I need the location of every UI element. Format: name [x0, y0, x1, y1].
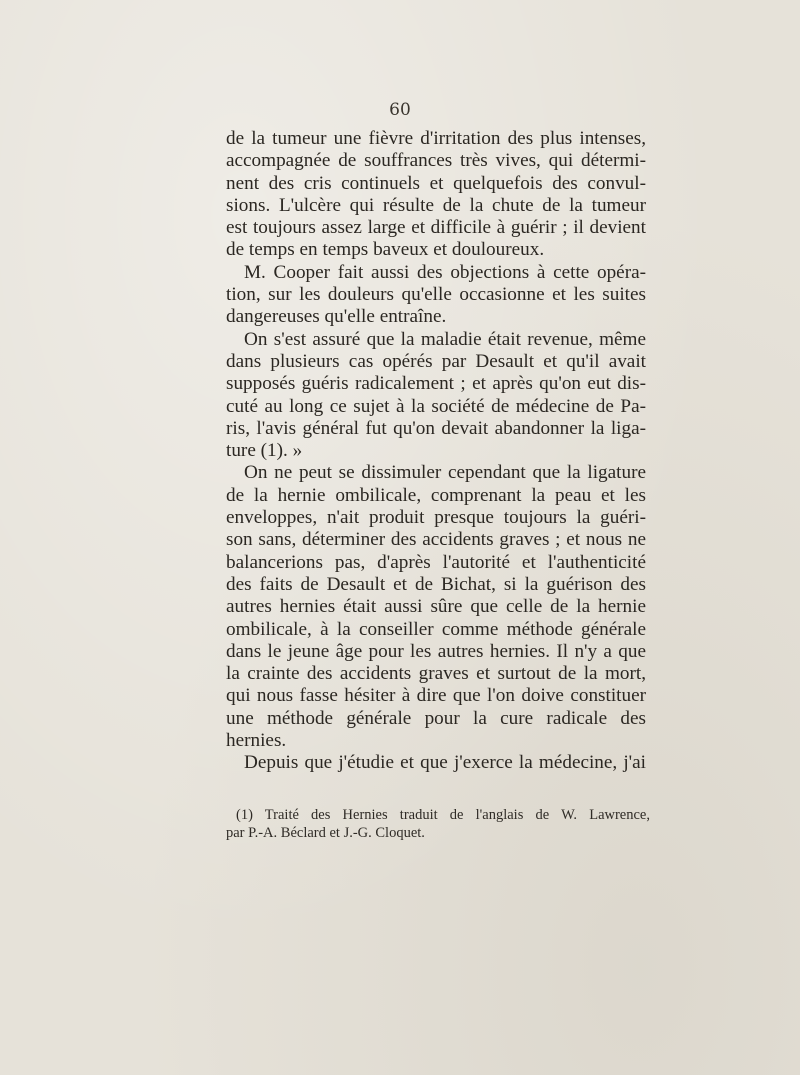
page-number: 60: [389, 100, 411, 120]
text-line: une méthode générale pour la cure radicale des: [226, 707, 646, 729]
text-line: autres hernies était aussi sûre que celle de la hernie: [226, 596, 646, 618]
text-line: balancerions pas, d'après l'autorité et l'authenticité: [226, 551, 646, 573]
text-line: nent des cris continuels et quelquefois des convul-: [226, 172, 646, 194]
text-line: ombilicale, à la conseiller comme méthode générale: [226, 618, 646, 640]
text-line: est toujours assez large et difficile à guérir ; il devient: [226, 217, 646, 239]
text-line: tion, sur les douleurs qu'elle occasionne et les suites: [226, 284, 646, 306]
text-line: de temps en temps baveux et douloureux.: [226, 239, 545, 261]
text-line: son sans, déterminer des accidents graves ; et nous ne: [226, 529, 646, 551]
text-line: supposés guéris radicalement ; et après qu'on eut dis-: [226, 373, 646, 395]
text-line: sions. L'ulcère qui résulte de la chute de la tumeur: [226, 194, 646, 216]
footnote-line: par P.-A. Béclard et J.-G. Cloquet.: [226, 825, 425, 841]
text-line: de la tumeur une fièvre d'irritation des plus intenses,: [226, 128, 646, 149]
text-line: Depuis que j'étudie et que j'exerce la médecine, j'ai: [244, 752, 646, 774]
text-line: des faits de Desault et de Bichat, si la guérison des: [226, 573, 646, 595]
text-line: ture (1). »: [226, 440, 303, 462]
text-line: qui nous fasse hésiter à dire que l'on doive constituer: [226, 685, 646, 707]
footnote-line: (1) Traité des Hernies traduit de l'anglais de W. Lawrence,: [236, 807, 650, 823]
text-line: cuté au long ce sujet à la société de médecine de Pa-: [226, 395, 646, 417]
text-line: dangereuses qu'elle entraîne.: [226, 306, 447, 328]
text-line: On s'est assuré que la maladie était revenue, même: [244, 328, 646, 350]
text-line: de la hernie ombilicale, comprenant la peau et les: [226, 484, 646, 506]
body-text: [226, 128, 646, 775]
text-line: ris, l'avis général fut qu'on devait abandonner la liga-: [226, 417, 646, 439]
text-line: enveloppes, n'ait produit presque toujours la guéri-: [226, 507, 646, 529]
text-line: la crainte des accidents graves et surtout de la mort,: [226, 663, 646, 685]
footnote: [226, 806, 650, 842]
text-line: dans plusieurs cas opérés par Desault et qu'il avait: [226, 350, 646, 372]
text-line: On ne peut se dissimuler cependant que la ligature: [244, 462, 646, 484]
text-line: hernies.: [226, 730, 287, 752]
text-line: accompagnée de souffrances très vives, qui détermi-: [226, 150, 646, 172]
text-line: M. Cooper fait aussi des objections à cette opéra-: [244, 261, 646, 283]
text-line: dans le jeune âge pour les autres hernies. Il n'y a que: [226, 640, 646, 662]
